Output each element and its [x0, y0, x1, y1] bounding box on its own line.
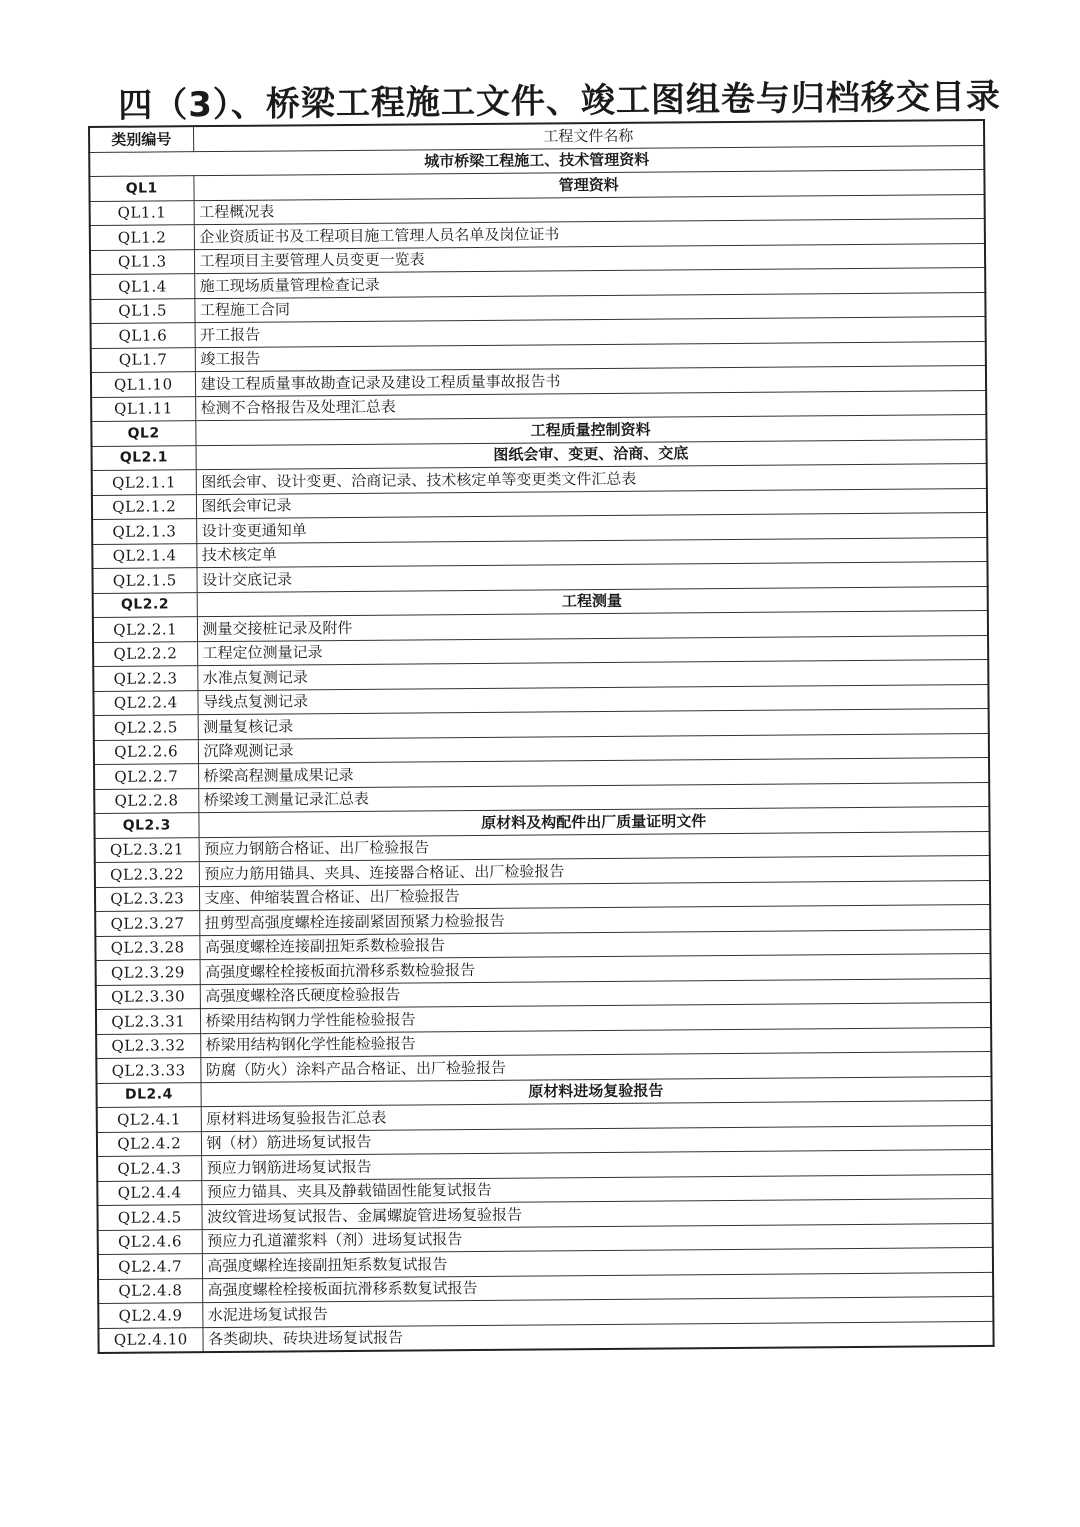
category-code: QL2.2.2 [93, 641, 197, 666]
category-code: QL2.3.29 [96, 960, 200, 985]
section-title: 图纸会审、变更、洽商、交底 [196, 439, 987, 470]
category-code: QL2.1.3 [92, 519, 196, 544]
document-name: 桥梁竣工测量记录汇总表 [198, 782, 989, 813]
category-code: QL2.4.10 [98, 1327, 202, 1353]
category-code: QL2.2.1 [93, 617, 197, 642]
document-name: 导线点复测记录 [197, 684, 988, 715]
document-name: 水准点复测记录 [197, 659, 988, 690]
document-name: 沉降观测记录 [198, 733, 989, 764]
category-code: QL2.4.9 [98, 1303, 202, 1328]
document-name: 高强度螺栓连接副扭矩系数复试报告 [202, 1247, 993, 1278]
section-title: 原材料及构配件出厂质量证明文件 [198, 806, 989, 837]
document-name: 高强度螺栓洛氏硬度检验报告 [200, 978, 991, 1009]
document-name: 竣工报告 [195, 341, 986, 372]
document-name: 预应力钢筋合格证、出厂检验报告 [199, 831, 990, 862]
document-name: 高强度螺栓栓接板面抗滑移系数检验报告 [200, 953, 991, 984]
category-code: QL2.2.3 [93, 666, 197, 691]
category-code: QL2.2.8 [94, 788, 198, 813]
catalog-sheet [88, 119, 998, 1354]
document-name: 水泥进场复试报告 [202, 1296, 993, 1327]
category-code: QL2.3 [94, 813, 198, 838]
category-code: QL2.3.31 [96, 1009, 200, 1034]
document-name: 支座、伸缩装置合格证、出厂检验报告 [199, 880, 990, 911]
category-code: QL2.3.32 [96, 1033, 200, 1058]
document-name: 测量复核记录 [198, 708, 989, 739]
category-code: QL2.3.22 [95, 862, 199, 887]
category-code: QL2.1.2 [92, 494, 196, 519]
document-name: 预应力锚具、夹具及静载锚固性能复试报告 [201, 1174, 992, 1205]
category-code: QL2.4.6 [98, 1229, 202, 1254]
document-name: 工程定位测量记录 [197, 635, 988, 666]
document-name: 高强度螺栓栓接板面抗滑移系数复试报告 [202, 1272, 993, 1303]
document-name: 高强度螺栓连接副扭矩系数检验报告 [199, 929, 990, 960]
category-code: QL2.3.28 [95, 935, 199, 960]
section-title: 原材料进场复验报告 [201, 1076, 992, 1107]
catalog-table [88, 119, 995, 1354]
document-name: 原材料进场复验报告汇总表 [201, 1100, 992, 1131]
category-code: QL2.3.33 [96, 1058, 200, 1083]
document-name: 建设工程质量事故勘查记录及建设工程质量事故报告书 [195, 365, 986, 396]
document-name: 各类砌块、砖块进场复试报告 [202, 1321, 993, 1352]
category-code: QL2.2 [93, 592, 197, 617]
document-name: 防腐（防火）涂料产品合格证、出厂检验报告 [200, 1051, 991, 1082]
header-name: 工程文件名称 [193, 120, 984, 151]
document-name: 波纹管进场复试报告、金属螺旋管进场复验报告 [201, 1198, 992, 1229]
document-name: 开工报告 [195, 316, 986, 347]
category-code: QL2.2.7 [94, 764, 198, 789]
category-code: QL1.1 [90, 200, 194, 225]
document-name: 图纸会审、设计变更、洽商记录、技术核定单等变更类文件汇总表 [196, 463, 987, 494]
document-name: 技术核定单 [196, 537, 987, 568]
category-code: QL2.2.6 [94, 739, 198, 764]
document-name: 工程项目主要管理人员变更一览表 [194, 243, 985, 274]
band-title: 城市桥梁工程施工、技术管理资料 [89, 145, 984, 177]
category-code: QL2.4.3 [97, 1156, 201, 1181]
category-code: QL1.11 [91, 396, 195, 421]
category-code: DL2.4 [97, 1082, 201, 1107]
document-name: 桥梁高程测量成果记录 [198, 757, 989, 788]
category-code: QL1.2 [90, 225, 194, 250]
document-name: 桥梁用结构钢力学性能检验报告 [200, 1002, 991, 1033]
category-code: QL2.3.21 [95, 837, 199, 862]
category-code: QL1.5 [90, 298, 194, 323]
category-code: QL1.4 [90, 274, 194, 299]
document-name: 扭剪型高强度螺栓连接副紧固预紧力检验报告 [199, 904, 990, 935]
page-title: 四（3）、桥梁工程施工文件、竣工图组卷与归档移交目录 [118, 76, 1002, 126]
section-title: 管理资料 [193, 169, 984, 200]
category-code: QL2.3.23 [95, 886, 199, 911]
document-name: 桥梁用结构钢化学性能检验报告 [200, 1027, 991, 1058]
document-name: 工程施工合同 [194, 292, 985, 323]
category-code: QL2.1 [92, 445, 196, 470]
category-code: QL1.3 [90, 249, 194, 274]
document-name: 施工现场质量管理检查记录 [194, 267, 985, 298]
document-name: 预应力筋用锚具、夹具、连接器合格证、出厂检验报告 [199, 855, 990, 886]
category-code: QL1 [89, 176, 193, 201]
document-name: 企业资质证书及工程项目施工管理人员名单及岗位证书 [194, 218, 985, 249]
category-code: QL2.4.5 [97, 1205, 201, 1230]
category-code: QL1.10 [91, 372, 195, 397]
category-code: QL2.2.4 [93, 690, 197, 715]
document-name: 图纸会审记录 [196, 488, 987, 519]
category-code: QL1.7 [91, 347, 195, 372]
category-code: QL2.2.5 [94, 715, 198, 740]
category-code: QL2.4.1 [97, 1107, 201, 1132]
category-code: QL2 [91, 421, 195, 446]
document-name: 测量交接桩记录及附件 [197, 610, 988, 641]
document-name: 检测不合格报告及处理汇总表 [195, 390, 986, 421]
section-title: 工程测量 [197, 586, 988, 617]
document-name: 设计交底记录 [196, 561, 987, 592]
category-code: QL1.6 [91, 323, 195, 348]
document-name: 预应力孔道灌浆料（剂）进场复试报告 [202, 1223, 993, 1254]
section-title: 工程质量控制资料 [195, 414, 986, 445]
category-code: QL2.1.1 [92, 470, 196, 495]
category-code: QL2.4.4 [97, 1180, 201, 1205]
document-name: 预应力钢筋进场复试报告 [201, 1149, 992, 1180]
category-code: QL2.4.7 [98, 1254, 202, 1279]
category-code: QL2.4.2 [97, 1131, 201, 1156]
document-name: 钢（材）筋进场复试报告 [201, 1125, 992, 1156]
category-code: QL2.1.4 [92, 543, 196, 568]
category-code: QL2.4.8 [98, 1278, 202, 1303]
category-code: QL2.1.5 [92, 568, 196, 593]
category-code: QL2.3.27 [95, 911, 199, 936]
document-name: 设计变更通知单 [196, 512, 987, 543]
category-code: QL2.3.30 [96, 984, 200, 1009]
document-name: 工程概况表 [194, 194, 985, 225]
header-code: 类别编号 [89, 126, 193, 152]
